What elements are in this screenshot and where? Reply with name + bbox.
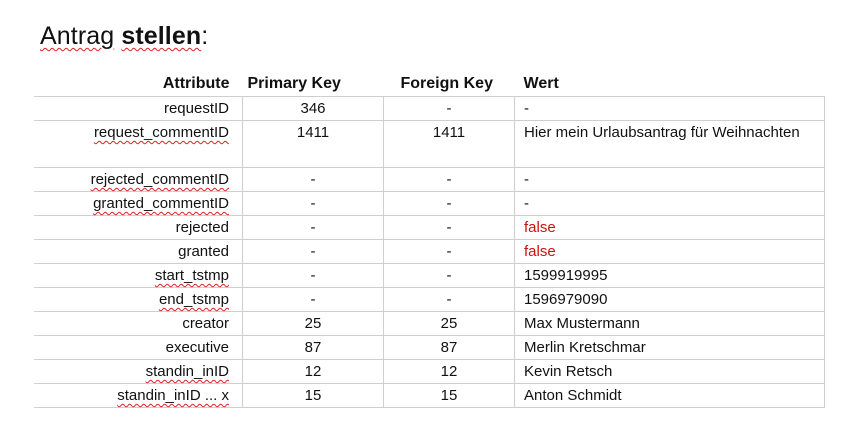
cell-foreign-key-text: 25 — [440, 315, 458, 332]
title-bold: stellen — [121, 22, 202, 50]
cell-value-text: - — [524, 100, 529, 117]
cell-primary-key — [243, 288, 384, 312]
cell-value — [515, 336, 825, 360]
cell-primary-key-text: 346 — [300, 100, 326, 117]
cell-value — [515, 97, 825, 121]
cell-foreign-key-text: 12 — [440, 363, 458, 380]
cell-attribute-text: end_tstmp — [158, 291, 229, 308]
cell-foreign-key — [384, 312, 515, 336]
cell-attribute — [34, 288, 243, 312]
cell-value-text: Merlin Kretschmar — [524, 339, 646, 356]
cell-value — [515, 216, 825, 240]
cell-primary-key-text: 1411 — [296, 124, 330, 141]
cell-attribute — [34, 240, 243, 264]
cell-primary-key — [243, 121, 384, 168]
cell-value-text: Max Mustermann — [524, 315, 640, 332]
page-title — [40, 22, 208, 51]
cell-value — [515, 360, 825, 384]
cell-primary-key-text: 12 — [304, 363, 322, 380]
table-row — [34, 192, 825, 216]
cell-attribute-text: executive — [165, 339, 229, 356]
cell-attribute — [34, 168, 243, 192]
cell-value — [515, 384, 825, 408]
cell-attribute-text: standin_inID ... x — [117, 387, 229, 404]
cell-foreign-key — [384, 360, 515, 384]
cell-primary-key — [243, 384, 384, 408]
cell-value-text: 1596979090 — [524, 291, 608, 308]
cell-foreign-key-text: - — [446, 195, 452, 212]
cell-value-text: false — [524, 243, 556, 260]
cell-primary-key — [243, 192, 384, 216]
header-value: Wert — [515, 72, 825, 97]
cell-attribute — [34, 336, 243, 360]
table-row — [34, 336, 825, 360]
table-header-row — [34, 72, 825, 97]
table-row — [34, 384, 825, 408]
header-primary-key: Primary Key — [243, 72, 384, 97]
cell-attribute — [34, 216, 243, 240]
cell-foreign-key — [384, 336, 515, 360]
cell-foreign-key-text: - — [446, 243, 452, 260]
cell-primary-key-text: - — [310, 195, 316, 212]
cell-foreign-key — [384, 192, 515, 216]
cell-foreign-key-text: 15 — [440, 387, 458, 404]
cell-primary-key-text: 87 — [304, 339, 322, 356]
cell-attribute — [34, 121, 243, 168]
cell-foreign-key-text: - — [446, 100, 452, 117]
cell-primary-key — [243, 240, 384, 264]
title-plain: Antrag — [40, 22, 115, 50]
cell-primary-key — [243, 360, 384, 384]
cell-value — [515, 288, 825, 312]
cell-primary-key — [243, 336, 384, 360]
table-row — [34, 264, 825, 288]
cell-foreign-key — [384, 168, 515, 192]
cell-primary-key — [243, 216, 384, 240]
header-attribute: Attribute — [34, 72, 243, 97]
cell-attribute-text: granted_commentID — [93, 195, 229, 212]
attribute-table — [34, 72, 825, 408]
table-row — [34, 121, 825, 168]
cell-value-text: Kevin Retsch — [524, 363, 613, 380]
cell-attribute — [34, 97, 243, 121]
cell-value — [515, 192, 825, 216]
cell-value — [515, 264, 825, 288]
cell-value-text: Hier mein Urlaubsantrag für Weihnachten — [524, 124, 800, 141]
cell-foreign-key-text: 87 — [440, 339, 458, 356]
cell-attribute — [34, 264, 243, 288]
cell-attribute-text: request_commentID — [93, 124, 229, 141]
cell-foreign-key — [384, 384, 515, 408]
cell-attribute-text: start_tstmp — [154, 267, 229, 284]
cell-attribute-text: requestID — [163, 100, 229, 117]
table-row — [34, 360, 825, 384]
cell-primary-key-text: - — [310, 219, 316, 236]
cell-primary-key-text: - — [310, 267, 316, 284]
cell-foreign-key-text: - — [446, 219, 452, 236]
cell-primary-key — [243, 97, 384, 121]
cell-foreign-key — [384, 97, 515, 121]
cell-foreign-key — [384, 288, 515, 312]
cell-primary-key — [243, 312, 384, 336]
cell-value — [515, 121, 825, 168]
cell-primary-key — [243, 264, 384, 288]
cell-attribute — [34, 384, 243, 408]
header-foreign-key: Foreign Key — [384, 72, 515, 97]
cell-value — [515, 168, 825, 192]
cell-value — [515, 240, 825, 264]
cell-primary-key-text: - — [310, 243, 316, 260]
cell-foreign-key-text: - — [446, 291, 452, 308]
cell-attribute-text: standin_inID — [145, 363, 229, 380]
table-row — [34, 288, 825, 312]
cell-attribute-text: rejected — [175, 219, 229, 236]
cell-attribute-text: rejected_commentID — [90, 171, 229, 188]
cell-primary-key-text: - — [310, 291, 316, 308]
cell-foreign-key — [384, 216, 515, 240]
cell-foreign-key-text: - — [446, 267, 452, 284]
table-row — [34, 168, 825, 192]
cell-foreign-key — [384, 121, 515, 168]
table-row — [34, 312, 825, 336]
cell-value-text: - — [524, 171, 529, 188]
cell-foreign-key — [384, 264, 515, 288]
cell-attribute-text: granted — [178, 243, 229, 260]
cell-attribute — [34, 360, 243, 384]
cell-value-text: - — [524, 195, 529, 212]
cell-attribute-text: creator — [182, 315, 229, 332]
cell-value-text: Anton Schmidt — [524, 387, 622, 404]
table-body — [34, 97, 825, 408]
title-suffix: : — [201, 22, 209, 50]
cell-value-text: 1599919995 — [524, 267, 608, 284]
cell-attribute — [34, 192, 243, 216]
cell-foreign-key — [384, 240, 515, 264]
cell-primary-key — [243, 168, 384, 192]
cell-primary-key-text: - — [310, 171, 316, 188]
table-row — [34, 216, 825, 240]
cell-foreign-key-text: 1411 — [432, 124, 466, 141]
cell-value-text: false — [524, 219, 556, 236]
table-row — [34, 97, 825, 121]
cell-primary-key-text: 15 — [304, 387, 322, 404]
cell-foreign-key-text: - — [446, 171, 452, 188]
table-row — [34, 240, 825, 264]
cell-value — [515, 312, 825, 336]
cell-attribute — [34, 312, 243, 336]
cell-primary-key-text: 25 — [304, 315, 322, 332]
